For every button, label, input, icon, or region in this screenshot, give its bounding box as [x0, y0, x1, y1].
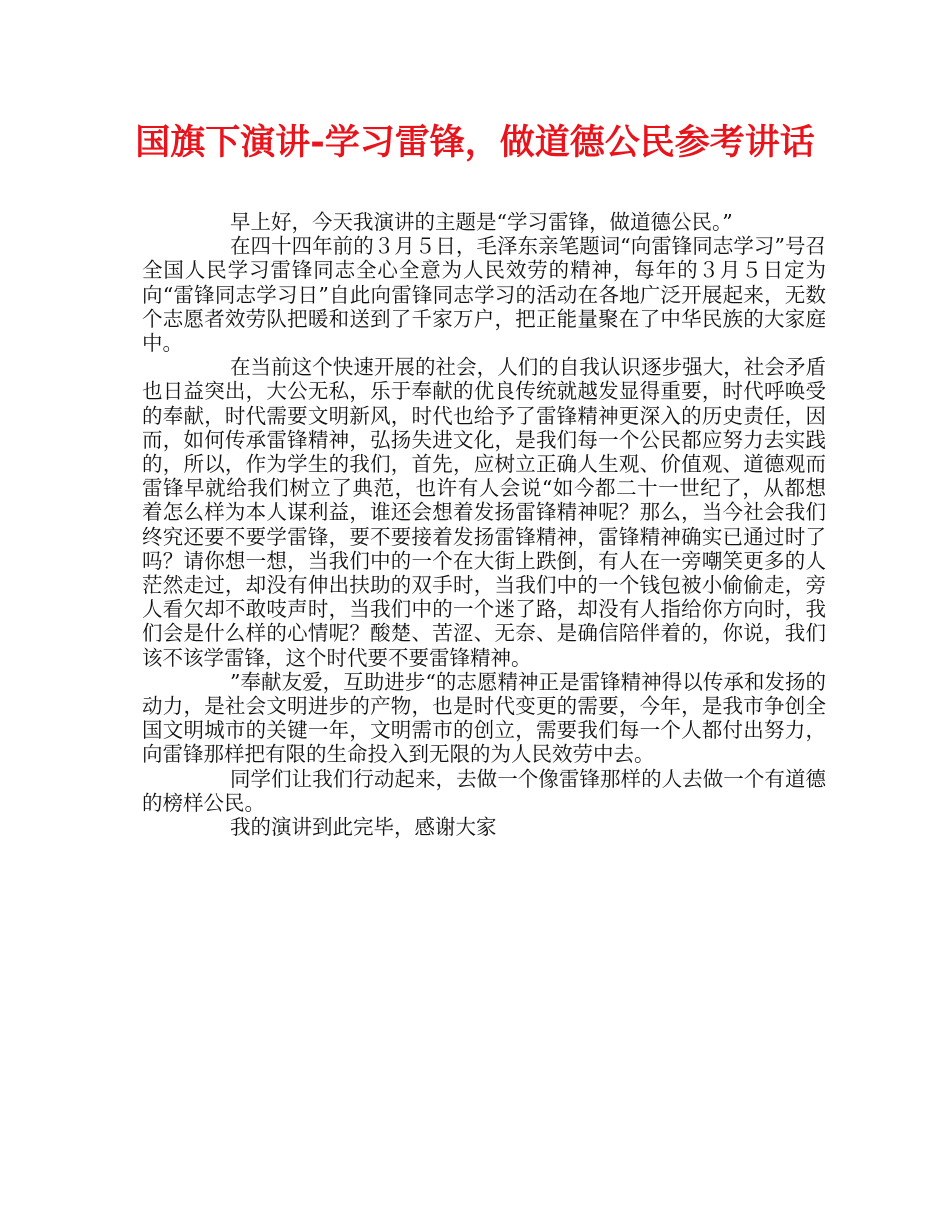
paragraph-society: 在当前这个快速开展的社会，人们的自我认识逐步强大，社会矛盾也日益突出，大公无私，乐于奉献的优良传统就越发显得重要，时代呼唤受的奉献，时代需要文明新风，时代也给予了雷锋精神更深入的历史责任，因而，如何传承雷锋精神，弘扬失进文化，是我们每一个公民都应努力去实践的，所以，作为学生的我们，首先，应树立正确人生观、价值观、道德观而雷锋早就给我们树立了典范，也许有人会说“如今都二十一世纪了，从都想着怎么样为本人谋利益，谁还会想着发扬雷锋精神呢？那么，当今社会我们终究还要不要学雷锋，要不要接着发扬雷锋精神，雷锋精神确实已通过时了吗？请你想一想，当我们中的一个在大街上跌倒，有人在一旁嘲笑更多的人茫然走过，却没有伸出扶助的双手时，当我们中的一个钱包被小偷偷走，旁人看欠却不敢吱声时，当我们中的一个迷了路，却没有人指给你方向时，我们会是什么样的心情呢？酸楚、苦涩、无奈、是确信陪伴着的，你说，我们该不该学雷锋，这个时代要不要雷锋精神。 — [142, 355, 826, 670]
document-body — [142, 210, 826, 839]
paragraph-closing: 我的演讲到此完毕，感谢大家 — [230, 815, 497, 840]
paragraph-volunteer-spirit: ”奉献友爱，互助进步“的志愿精神正是雷锋精神得以传承和发扬的动力，是社会文明进步的产物，也是时代变更的需要，今年，是我市争创全国文明城市的关键一年，文明需市的创立，需要我们每一个人都付出努力，向雷锋那样把有限的生命投入到无限的为人民效劳中去。 — [142, 669, 826, 767]
paragraph-history: 在四十四年前的３月５日，毛泽东亲笔题词“向雷锋同志学习”号召全国人民学习雷锋同志全心全意为人民效劳的精神，每年的３月５日定为向“雷锋同志学习日”自此向雷锋同志学习的活动在各地广泛开展起来，无数个志愿者效劳队把暖和送到了千家万户，把正能量聚在了中华民族的大家庭中。 — [142, 234, 826, 356]
document-title: 国旗下演讲-学习雷锋，做道德公民参考讲话 — [135, 123, 815, 163]
paragraph-greeting: 早上好，今天我演讲的主题是“学习雷锋，做道德公民。” — [230, 210, 733, 234]
paragraph-call-to-action: 同学们让我们行动起来，去做一个像雷锋那样的人去做一个有道德的榜样公民。 — [142, 766, 826, 815]
